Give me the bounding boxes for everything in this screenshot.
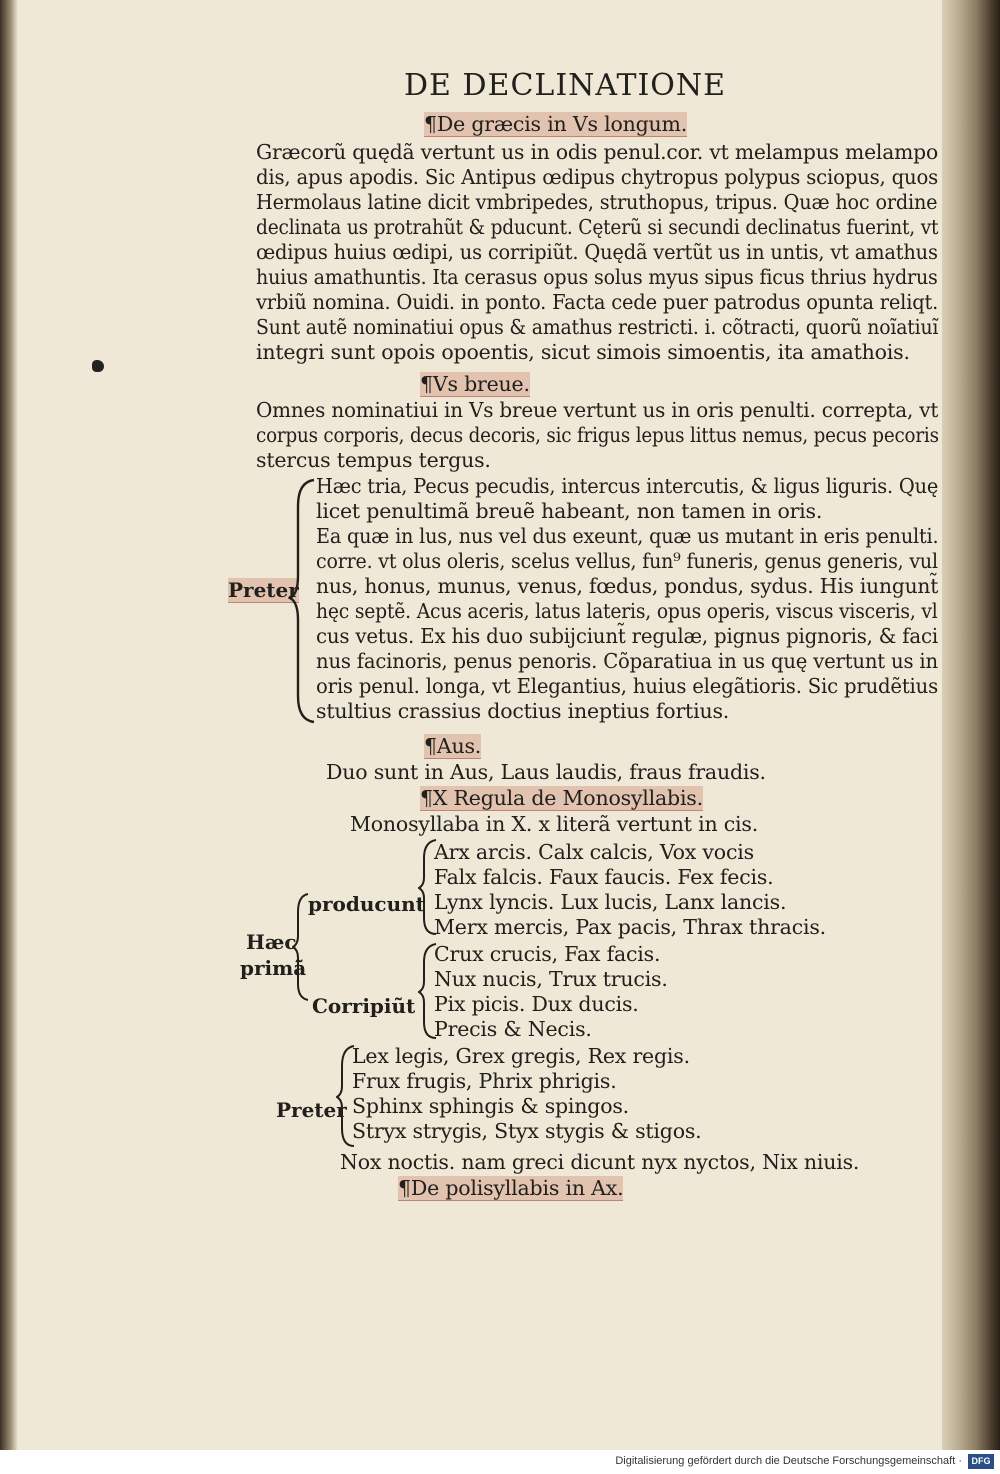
page-right-edge	[942, 0, 1000, 1450]
text-line: stultius crassius doctius ineptius fortius.	[316, 699, 730, 723]
text-line: Falx falcis. Faux faucis. Fex fecis.	[434, 865, 774, 889]
text-line: integri sunt opois opoentis, sicut simois simoentis, ita amathois.	[256, 340, 910, 364]
prima-label: primã	[240, 956, 307, 980]
page-left-edge	[0, 0, 18, 1450]
text-line: huius amathuntis. Ita cerasus opus solus myus sipus ficus thrius hydrus	[256, 265, 938, 289]
heading-text: ¶De græcis in Vs longum.	[424, 112, 688, 136]
section-heading-aus	[424, 734, 481, 758]
text-line: Sphinx sphingis & spingos.	[352, 1094, 629, 1118]
heading-text: ¶Vs breue.	[420, 372, 530, 396]
heading-text: ¶X Regula de Monosyllabis.	[420, 786, 703, 810]
text-line: cus vetus. Ex his duo subijciunt̃ regulæ, pignus pignoris, & faci	[316, 624, 938, 648]
text-line: Stryx strygis, Styx stygis & stigos.	[352, 1119, 702, 1143]
text-line: Hæc tria, Pecus pecudis, intercus intercutis, & ligus liguris. Quę	[316, 474, 939, 498]
section-heading-vs-breue	[420, 372, 530, 396]
text-line: Arx arcis. Calx calcis, Vox vocis	[434, 840, 754, 864]
text-line: corpus corporis, decus decoris, sic frigus lepus littus nemus, pecus pecoris	[256, 423, 939, 447]
text-line: Frux frugis, Phrix phrigis.	[352, 1069, 617, 1093]
text-line: nus, honus, munus, venus, fœdus, pondus, sydus. His iungunt̃	[316, 574, 939, 598]
page-title: DE DECLINATIONE	[404, 68, 727, 103]
text-line: corre. vt olus oleris, scelus vellus, fun⁹ funeris, genus generis, vul	[316, 549, 938, 573]
preter-2-label: Preter	[276, 1098, 347, 1122]
text-line: hęc septẽ. Acus aceris, latus lateris, opus operis, viscus visceris, vl	[316, 599, 938, 623]
producunt-label: producunt	[308, 892, 425, 916]
text-line: Græcorũ quędã vertunt us in odis penul.cor. vt melampus melampo	[256, 140, 938, 164]
heading-text: ¶De polisyllabis in Ax.	[398, 1176, 624, 1200]
text-line: Lex legis, Grex gregis, Rex regis.	[352, 1044, 690, 1068]
dfg-logo: DFG	[968, 1454, 994, 1469]
section-heading-x-regula	[420, 786, 703, 810]
text-line: Duo sunt in Aus, Laus laudis, fraus fraudis.	[326, 760, 766, 784]
section-heading-polisyllabis	[398, 1176, 623, 1200]
text-line: dis, apus apodis. Sic Antipus œdipus chytropus polypus sciopus, quos	[256, 165, 938, 189]
text-line: stercus tempus tergus.	[256, 448, 491, 472]
text-line: œdipus huius œdipi, us corripiũt. Quędã vertũt us in untis, vt amathus	[256, 240, 938, 264]
preter-brace	[288, 476, 318, 726]
heading-text: ¶Aus.	[424, 734, 482, 758]
ink-stain	[92, 360, 104, 372]
text-line: Sunt autẽ nominatiui opus & amathus restricti. i. cõtracti, quorũ noĩatiuĩ	[256, 315, 939, 339]
footer-bar	[0, 1450, 1000, 1474]
text-line: Pix picis. Dux ducis.	[434, 992, 639, 1016]
text-line: Ea quæ in lus, nus vel dus exeunt, quæ us mutant in eris penulti.	[316, 524, 939, 548]
text-line: nus facinoris, penus penoris. Cõparatiua in us quę vertunt us in	[316, 649, 938, 673]
text-line: Crux crucis, Fax facis.	[434, 942, 661, 966]
text-line: Merx mercis, Pax pacis, Thrax thracis.	[434, 915, 826, 939]
text-line: declinata us protrahũt & pducunt. Cęterũ si secundi declinatus fuerint, vt	[256, 215, 939, 239]
text-line: licet penultimã breuẽ habeant, non tamen in oris.	[316, 499, 823, 523]
label-text: Preter	[228, 578, 299, 602]
footer-credit: Digitalisierung gefördert durch die Deutsche Forschungsgemeinschaft ·	[615, 1455, 962, 1467]
text-line: Hermolaus latine dicit vmbripedes, struthopus, tripus. Quæ hoc ordine	[256, 190, 938, 214]
text-line: Precis & Necis.	[434, 1017, 592, 1041]
corripiunt-label: Corripiũt	[312, 994, 416, 1018]
text-line: Monosyllaba in X. x literã vertunt in cis.	[350, 812, 759, 836]
text-line: Nox noctis. nam greci dicunt nyx nyctos, Nix niuis.	[340, 1150, 860, 1174]
text-line: oris penul. longa, vt Elegantius, huius elegãtioris. Sic prudẽtius	[316, 674, 938, 698]
text-line: vrbiũ nomina. Ouidi. in ponto. Facta cede puer patrodus opunta reliqt.	[256, 290, 939, 314]
text-line: Lynx lyncis. Lux lucis, Lanx lancis.	[434, 890, 787, 914]
text-line: Nux nucis, Trux trucis.	[434, 967, 668, 991]
haec-label: Hæc	[246, 930, 297, 954]
section-heading-greek	[424, 112, 687, 136]
text-line: Omnes nominatiui in Vs breue vertunt us in oris penulti. correpta, vt	[256, 398, 939, 422]
